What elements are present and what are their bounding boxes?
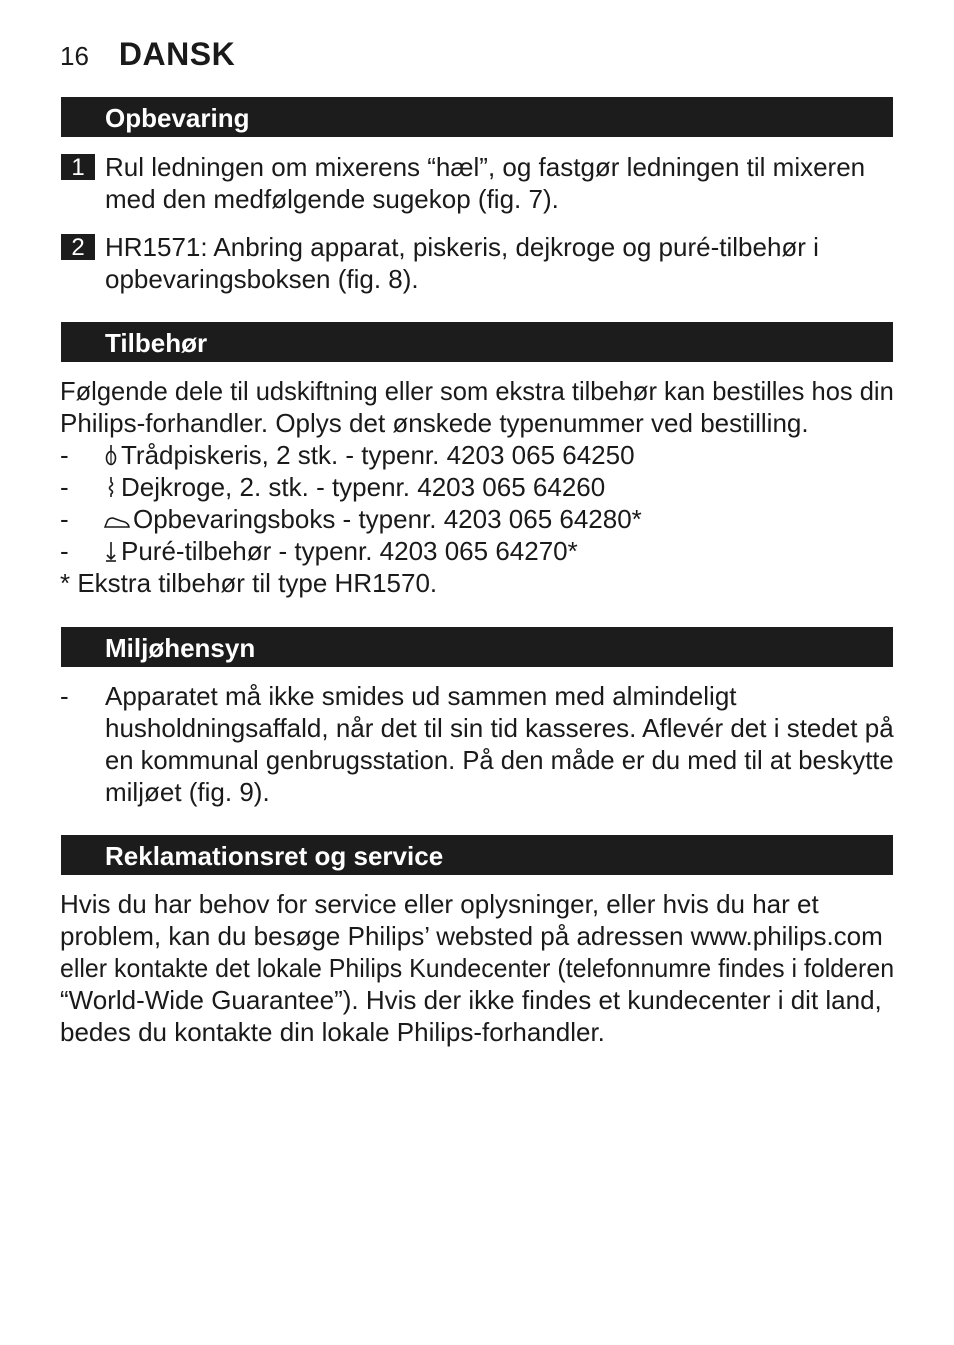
step-number: 2 xyxy=(61,234,95,260)
environment-text-line: miljøet (fig. 9). xyxy=(105,777,270,807)
list-bullet: - xyxy=(60,440,69,470)
step-number: 1 xyxy=(61,154,95,180)
step-text-line: Rul ledningen om mixerens “hæl”, og fastgør ledningen til mixeren xyxy=(105,152,866,182)
environment-text-line: husholdningsaffald, når det til sin tid kasseres. Aflevér det i stedet på xyxy=(105,713,894,743)
list-item xyxy=(104,471,605,503)
storage-box-icon xyxy=(104,508,130,530)
list-bullet: - xyxy=(60,472,69,502)
page-number: 16 xyxy=(60,41,89,71)
accessory-item-text: Puré-tilbehør - typenr. 4203 065 64270* xyxy=(121,536,578,566)
list-item xyxy=(104,439,635,471)
section-heading-accessories: Tilbehør xyxy=(61,322,893,362)
warranty-text-line: problem, kan du besøge Philips’ websted på adressen www.philips.com xyxy=(60,921,883,951)
step-text-line: opbevaringsboksen (fig. 8). xyxy=(105,264,419,294)
section-heading-warranty: Reklamationsret og service xyxy=(61,835,893,875)
list-item xyxy=(104,503,642,535)
warranty-text-line: eller kontakte det lokale Philips Kundecenter (telefonnumre findes i folderen xyxy=(60,953,895,983)
section-heading-environment: Miljøhensyn xyxy=(61,627,893,667)
accessories-intro-line: Philips-forhandler. Oplys det ønskede typenummer ved bestilling. xyxy=(60,408,809,438)
list-item xyxy=(104,535,578,567)
section-heading-storage: Opbevaring xyxy=(61,97,893,137)
accessory-item-text: Dejkroge, 2. stk. - typenr. 4203 065 64260 xyxy=(121,472,606,502)
page-header xyxy=(60,36,235,73)
dough-hook-icon xyxy=(104,476,118,498)
warranty-text-line: “World-Wide Guarantee”). Hvis der ikke findes et kundecenter i dit land, xyxy=(60,985,882,1015)
list-bullet: - xyxy=(60,504,69,534)
accessory-item-text: Trådpiskeris, 2 stk. - typenr. 4203 065 64250 xyxy=(121,440,635,470)
environment-text-line: Apparatet må ikke smides ud sammen med almindeligt xyxy=(105,681,737,711)
accessories-intro-line: Følgende dele til udskiftning eller som ekstra tilbehør kan bestilles hos din xyxy=(60,376,894,406)
step-text-line: HR1571: Anbring apparat, piskeris, dejkroge og puré-tilbehør i xyxy=(105,232,819,262)
warranty-text-line: bedes du kontakte din lokale Philips-forhandler. xyxy=(60,1017,605,1047)
page-language-title: DANSK xyxy=(118,36,236,72)
list-bullet: - xyxy=(60,536,69,566)
list-bullet: - xyxy=(60,681,69,711)
puree-icon xyxy=(104,540,118,562)
accessory-item-text: Opbevaringsboks - typenr. 4203 065 64280* xyxy=(133,504,642,534)
whisk-icon xyxy=(104,444,118,466)
environment-text-line: en kommunal genbrugsstation. På den måde er du med til at beskytte xyxy=(105,745,894,775)
accessories-footnote: * Ekstra tilbehør til type HR1570. xyxy=(60,568,438,598)
step-text-line: med den medfølgende sugekop (fig. 7). xyxy=(105,184,559,214)
warranty-text-line: Hvis du har behov for service eller oplysninger, eller hvis du har et xyxy=(60,889,819,919)
